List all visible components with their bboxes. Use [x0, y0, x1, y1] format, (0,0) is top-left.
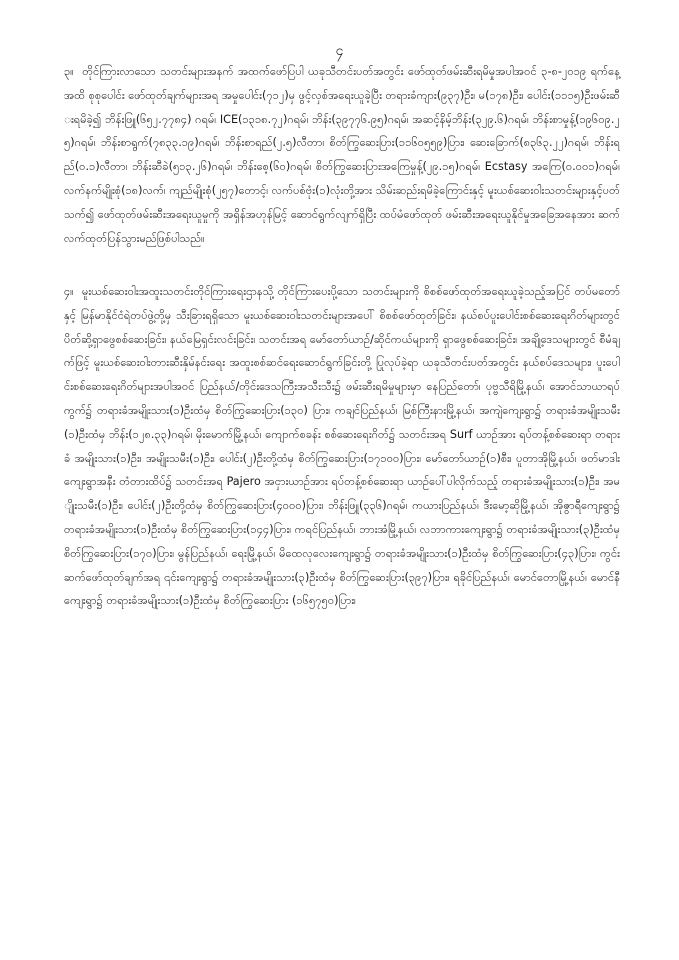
paragraph-4 [64, 280, 620, 613]
page-number: ၄ [335, 43, 344, 59]
paragraph-3-text: တိုင်ကြားလာသော သတင်းများအနက် အထက်ဖော်ပြပါ ယခုသီတင်းပတ်အတွင်း ဖော်ထုတ်ဖမ်းဆီးရမိမှုအပါအဝင် ၃-၈-၂၀၁၉ ရက်နေ့အထိ စုစုပေါင်း ဖော်ထုတ်ချက်များအရ အမှုပေါင်း(၇၁၂)မှ ဖွင့်လှစ်အရေးယူခဲ့ပြီး တရားခံကျား(၉၃၇)ဦး၊ မ(၁၇၈)ဦး၊ ပေါင်း(၁၁၁၅)ဦးဖမ်းဆီးရမိခဲ့၍ ဘိန်းဖြူ(၆၅၂.၇၇၈၄) ဂရမ်၊ ICE(၁၃၁၈.၇၂)ဂရမ်၊ ဘိန်း(၃၉၇၇၆.၉၅)ဂရမ်၊ အဆင့်နိမ့်ဘိန်း(၃၂၉.၆)ဂရမ်၊ ဘိန်းစာမှုန့်(၁၉၆၀၉.၂၅)ဂရမ်၊ ဘိန်းစာရွက်(၇၈၃၃.၁၉)ဂရမ်၊ ဘိန်းစာရည်(၂.၅)လီတာ၊ စိတ်ကြွဆေးပြား(၁၁၆၀၅၅၉)ပြား၊ ဆေးခြောက်(၈၃၆၃.၂၂)ဂရမ်၊ ဘိန်းရည်(၀.၁)လီတာ၊ ဘိန်းဆီခဲ(၅၁၃.၂၆)ဂရမ်၊ ဘိန်းစေ့(၆၀)ဂရမ်၊ စိတ်ကြွဆေးပြားအကြေမှုန့်(၂၉.၁၅)ဂရမ်၊ Ecstasy အကြေ(၀.၀၀၁)ဂရမ်၊ လက်နက်မျိုးစုံ(၁၈)လက်၊ ကျည်မျိုးစုံ(၂၅၇)တောင့်၊ လက်ပစ်ဗုံး(၁)လုံးတို့အား သိမ်းဆည်းရမိခဲ့ကြောင်းနှင့် မူးယစ်ဆေးဝါးသတင်းများနှင့်ပတ်သက်၍ ဖော်ထုတ်ဖမ်းဆီးအရေးယူမှုကို အရှိန်အဟုန်မြင့် ဆောင်ရွက်လျက်ရှိပြီး ထပ်မံဖော်ထုတ် ဖမ်းဆီးအရေးယူနိုင်မှုအခြေအနေအား ဆက်လက်ထုတ်ပြန်သွားမည်ဖြစ်ပါသည်။ [64, 65, 620, 245]
paragraph-4-number: ၄။ [64, 285, 74, 298]
paragraph-3-number: ၃။ [64, 65, 74, 78]
paragraph-4-text: မူးယစ်ဆေးဝါးအထူးသတင်းတိုင်ကြားရေးဌာနသို့ တိုင်ကြားပေးပို့သော သတင်းများကို စိစစ်ဖော်ထုတ်အရေးယူခဲ့သည့်အပြင် တပ်မတော်နှင့် မြန်မာနိုင်ငံရဲတပ်ဖွဲ့တို့မှ သီးခြားရရှိသော မူးယစ်ဆေးဝါးသတင်းများအပေါ် စိစစ်ဖော်ထုတ်ခြင်း၊ နယ်စပ်ပူးပေါင်းစစ်ဆေးရေးဂိတ်များတွင် ပိတ်ဆို့ရှာဖွေစစ်ဆေးခြင်း၊ နယ်မြေရှင်းလင်းခြင်း၊ သတင်းအရ မော်တော်ယာဉ်/ဆိုင်ကယ်များကို ရှာဖွေစစ်ဆေးခြင်း၊ အချို့ဒေသများတွင် စီမံချက်ဖြင့် မူးယစ်ဆေးဝါးတားဆီးနှိမ်နင်းရေး အထူးစစ်ဆင်ရေးဆောင်ရွက်ခြင်းတို့ ပြုလုပ်ခဲ့ရာ ယခုသီတင်းပတ်အတွင်း နယ်စပ်ဒေသများ၊ ပူးပေါင်းစစ်ဆေးရေးဂိတ်များအပါအဝင် ပြည်နယ်/တိုင်းဒေသကြီးအသီးသီး၌ ဖမ်းဆီးရမိမှုများမှာ နေပြည်တော်၊ ပုဗ္ဗသီရိမြို့နယ်၊ အောင်သာယာရပ်ကွက်၌ တရားခံအမျိုးသား(၁)ဦးထံမှ စိတ်ကြွဆေးပြား(၁၃၀) ပြား၊ ကချင်ပြည်နယ်၊ မြစ်ကြီးနားမြို့နယ်၊ အကျဲကျေးရွာ၌ တရားခံအမျိုးသမီး(၁)ဦးထံမှ ဘိန်း(၁၂၈.၃၃)ဂရမ်၊ မိုးမောက်မြို့နယ်၊ ကျောက်စခန်း စစ်ဆေးရေးဂိတ်၌ သတင်းအရ Surf ယာဉ်အား ရပ်တန့်စစ်ဆေးရာ တရားခံ အမျိုးသား(၁)ဦး၊ အမျိုးသမီး(၁)ဦး၊ ပေါင်း(၂)ဦးတို့ထံမှ စိတ်ကြွဆေးပြား(၁၇၁၀၀)ပြား၊ မော်တော်ယာဉ်(၁)စီး၊ ပူတာအိုမြို့နယ်၊ ဖတ်မာဒါးကျေးရွာအနီး တံတားထိပ်၌ သတင်းအရ Pajero အငှားယာဉ်အား ရပ်တန့်စစ်ဆေးရာ ယာဉ်ပေါ်ပါလိုက်သည့် တရားခံအမျိုးသား(၁)ဦး၊ အမျိုးသမီး(၁)ဦး၊ ပေါင်း(၂)ဦးတို့ထံမှ စိတ်ကြွဆေးပြား(၄၀၀၀)ပြား၊ ဘိန်းဖြူ(၃၃၆)ဂရမ်၊ ကယားပြည်နယ်၊ ဒီးမော့ဆိုမြို့နယ်၊ အိုဇွာရီကျေးရွာ၌ တရားခံအမျိုးသား(၁)ဦးထံမှ စိတ်ကြွဆေးပြား(၁၄၄)ပြား၊ ကရင်ပြည်နယ်၊ ဘားအံမြို့နယ်၊ လဘာကားကျေးရွာ၌ တရားခံအမျိုးသား(၃)ဦးထံမှ စိတ်ကြွဆေးပြား(၁၇၀)ပြား၊ မွန်ပြည်နယ်၊ ရေးမြို့နယ်၊ မိထေလုလေးကျေးရွာ၌ တရားခံအမျိုးသား(၁)ဦးထံမှ စိတ်ကြွဆေးပြား(၄၃)ပြား၊ ကွင်းဆက်ဖော်ထုတ်ချက်အရ ၎င်းကျေးရွာ၌ တရားခံအမျိုးသား(၃)ဦးထံမှ စိတ်ကြွဆေးပြား(၃၉၇)ပြား၊ ရခိုင်ပြည်နယ်၊ မောင်တောမြို့နယ်၊ မောင်နီကျေးရွာ၌ တရားခံအမျိုးသား(၁)ဦးထံမှ စိတ်ကြွဆေးပြား (၁၆၅၇၅၀)ပြား၊ [64, 285, 620, 608]
paragraph-3 [64, 60, 620, 250]
